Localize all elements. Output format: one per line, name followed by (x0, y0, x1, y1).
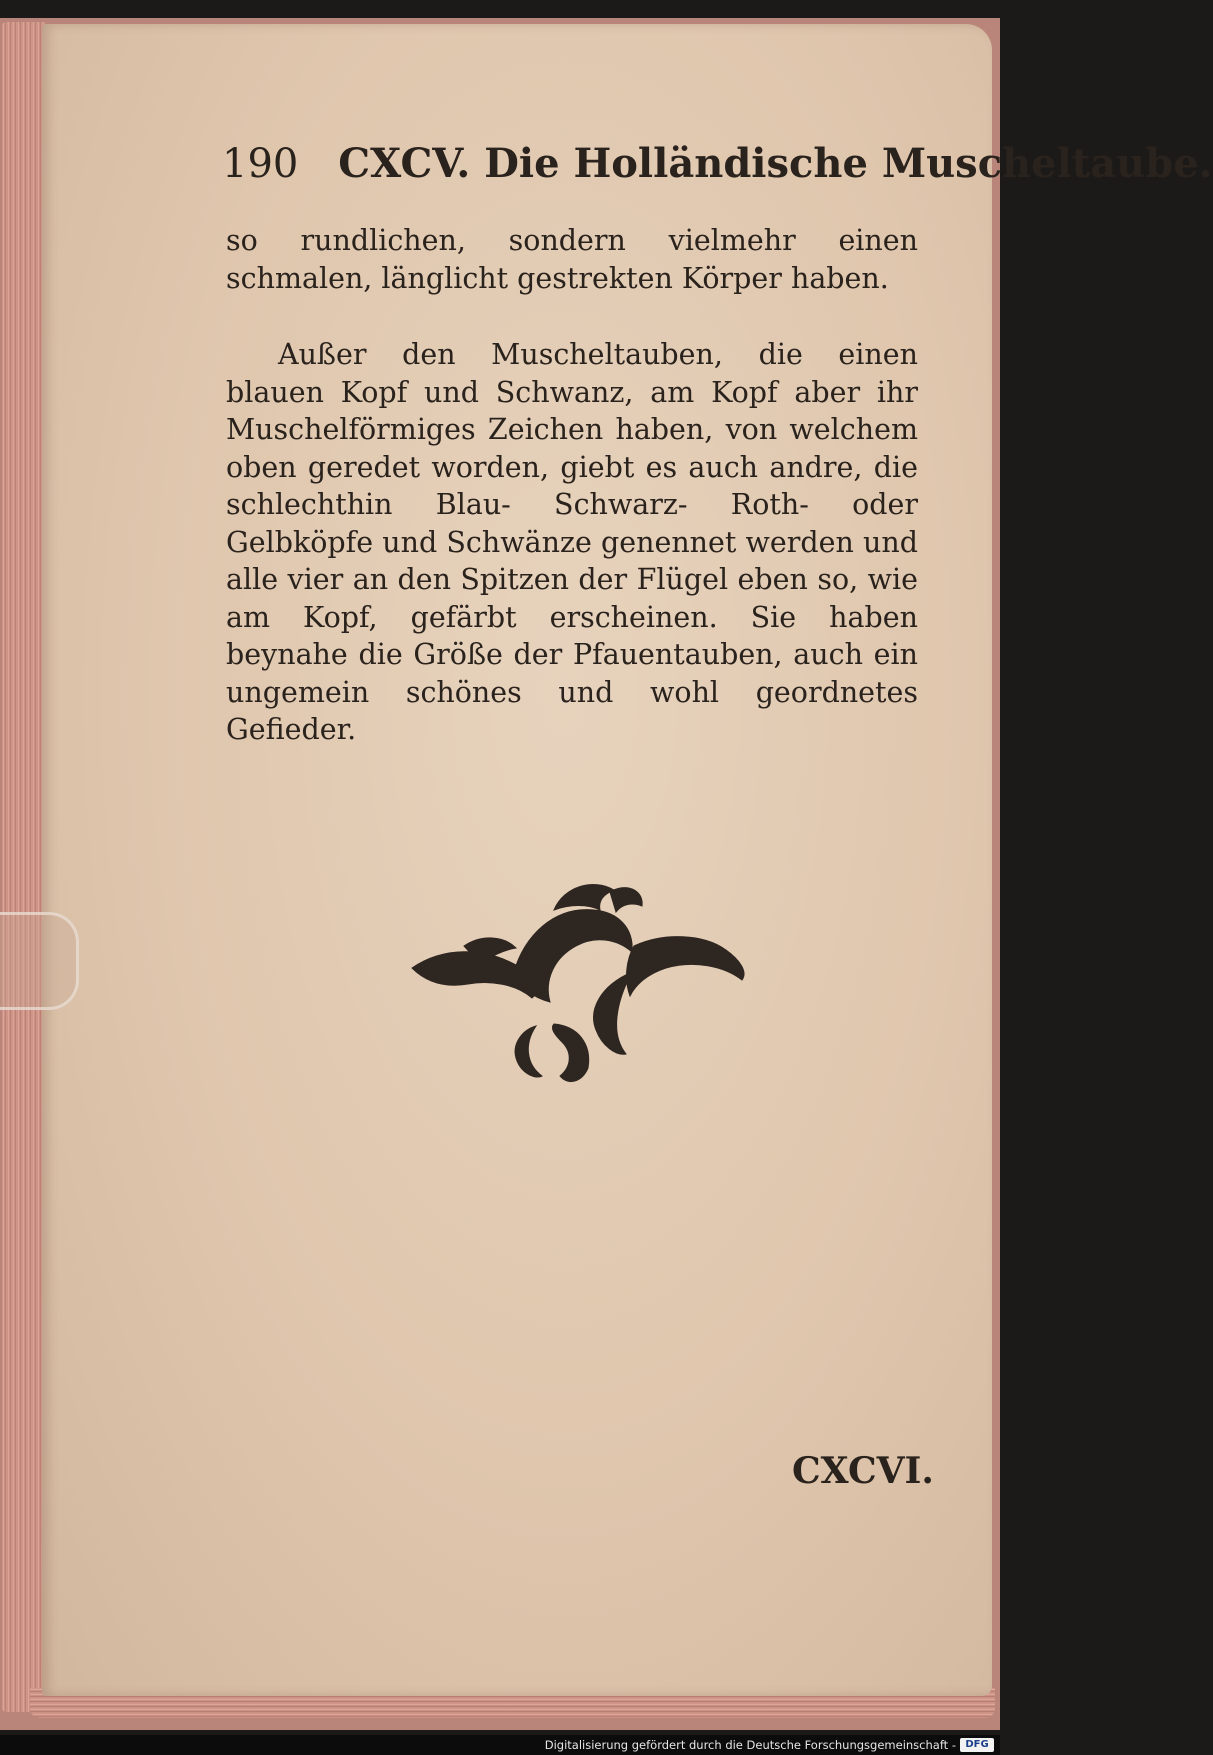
paragraph-2: Außer den Muscheltauben, die einen blauen Kopf und Schwanz, am Kopf aber ihr Muschelförmiges Zeichen haben, von welchem oben geredet worden, giebt es auch andre, die schlechthin Blau- Schwarz- Roth- oder Gelbköpfe und Schwänze genennet werden und alle vier an den Spitzen der Flügel eben so, wie am Kopf, gefärbt erscheinen. Sie haben beynahe die Größe der Pfauentauben, auch ein ungemein schönes und wohl geordnetes Gefieder. (226, 338, 918, 746)
page-clip (0, 912, 79, 1010)
page-number: 190 (222, 141, 299, 187)
chapter-heading: CXCV. Die Holländische Muscheltaube. (338, 140, 1213, 187)
digitization-credit: Digitalisierung gefördert durch die Deutsche Forschungsgemeinschaft - (544, 1738, 956, 1752)
page-edges (2, 22, 46, 1712)
running-head (222, 140, 1213, 200)
paragraph-1: so rundlichen, sondern vielmehr einen schmalen, länglicht gestrekten Körper haben. (226, 224, 918, 295)
catchword: CXCVI. (792, 1450, 934, 1492)
rococo-ornament-icon (404, 876, 752, 1086)
dfg-logo-icon: DFG (960, 1738, 994, 1752)
